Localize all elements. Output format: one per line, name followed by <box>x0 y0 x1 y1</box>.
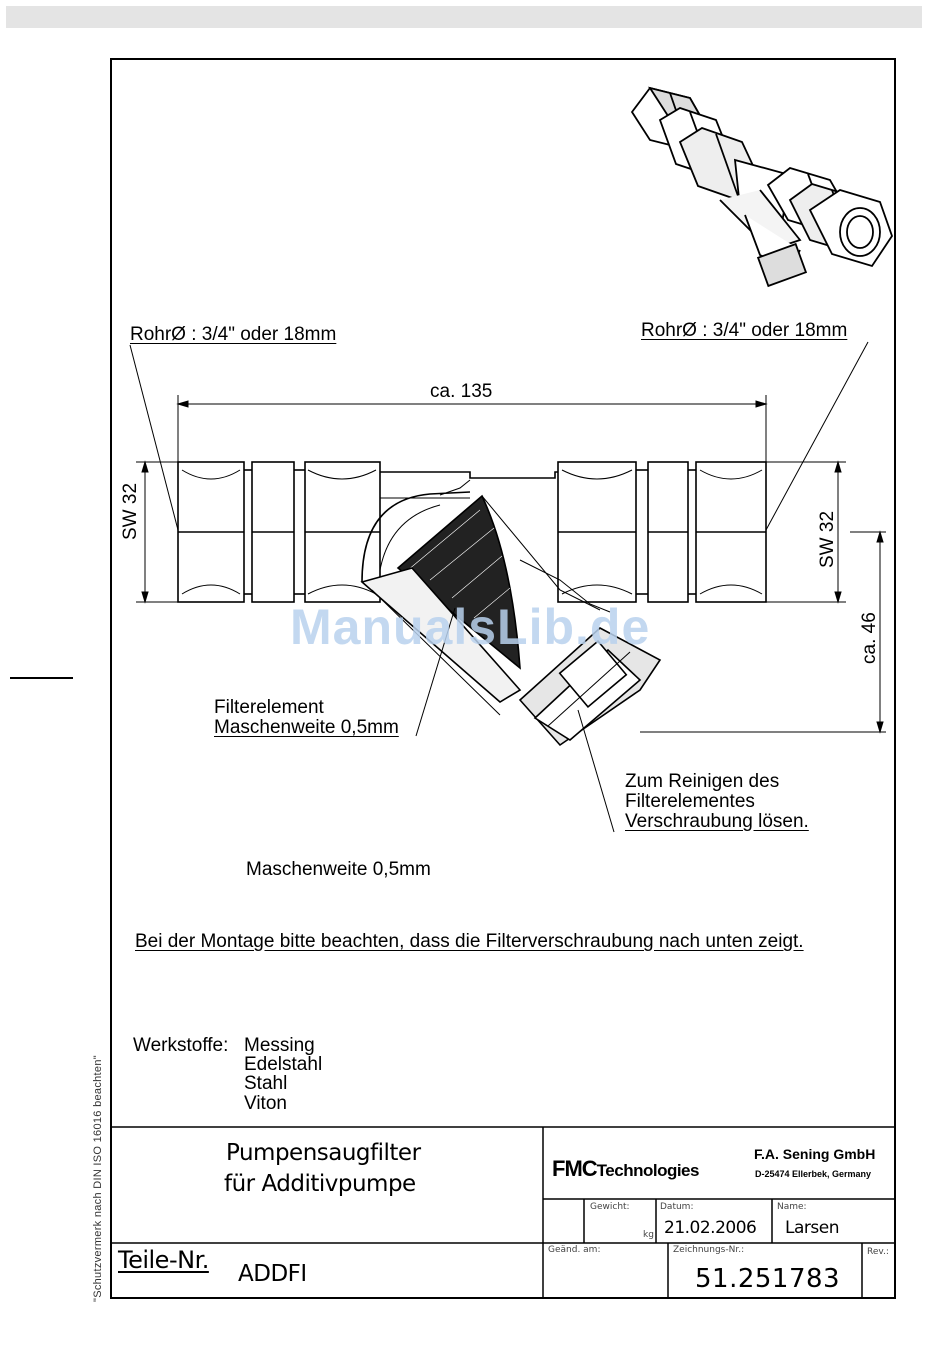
drawing-title-line1: Pumpensaugfilter <box>226 1140 421 1166</box>
weight-unit: kg <box>643 1230 654 1240</box>
part-number-value: ADDFI <box>238 1261 307 1287</box>
name-label: Name: <box>777 1202 807 1212</box>
weight-label: Gewicht: <box>590 1202 630 1212</box>
materials-label: Werkstoffe: <box>133 1035 229 1056</box>
changed-label: Geänd. am: <box>548 1245 601 1255</box>
cleaning-note-3: Verschraubung lösen. <box>625 811 809 832</box>
cleaning-note-2: Filterelementes <box>625 791 755 812</box>
filter-mesh-label: Maschenweite 0,5mm <box>214 717 399 738</box>
logo-text: Technologies <box>596 1161 699 1180</box>
date-label: Datum: <box>660 1202 694 1212</box>
isometric-view <box>632 88 892 286</box>
name-value: Larsen <box>785 1218 839 1238</box>
drawing-title-line2: für Additivpumpe <box>224 1171 416 1197</box>
material-item: Stahl <box>244 1073 288 1094</box>
height-dimension: ca. 46 <box>859 612 880 664</box>
company-address: D-25474 Ellerbek, Germany <box>755 1169 872 1179</box>
part-number-label: Teile-Nr. <box>118 1246 209 1274</box>
material-item: Messing <box>244 1035 315 1056</box>
company-logo <box>552 1156 699 1182</box>
revision-label: Rev.: <box>867 1247 889 1257</box>
wrench-size-left: SW 32 <box>120 482 141 540</box>
drawing-number-label: Zeichnungs-Nr.: <box>673 1245 745 1255</box>
cleaning-note-1: Zum Reinigen des <box>625 771 780 792</box>
length-dimension: ca. 135 <box>430 381 493 402</box>
mesh-note: Maschenweite 0,5mm <box>246 859 431 880</box>
pipe-diameter-label-left: RohrØ : 3/4" oder 18mm <box>130 324 337 345</box>
filter-element-label: Filterelement <box>214 697 324 718</box>
mounting-note: Bei der Montage bitte beachten, dass die Filterverschraubung nach unten zeigt. <box>135 931 804 952</box>
wrench-size-right: SW 32 <box>817 510 838 568</box>
pipe-diameter-label-right: RohrØ : 3/4" oder 18mm <box>641 320 848 341</box>
drawing-number-value: 51.251783 <box>695 1264 841 1294</box>
material-item: Viton <box>244 1093 287 1114</box>
watermark: ManualsLib.de <box>290 599 651 655</box>
date-value: 21.02.2006 <box>664 1218 757 1238</box>
material-item: Edelstahl <box>244 1054 323 1075</box>
logo-mark: FMC <box>552 1156 597 1181</box>
company-name: F.A. Sening GmbH <box>754 1146 876 1162</box>
protection-note: "Schutzvermerk nach DIN ISO 16016 beachten" <box>92 1055 104 1302</box>
